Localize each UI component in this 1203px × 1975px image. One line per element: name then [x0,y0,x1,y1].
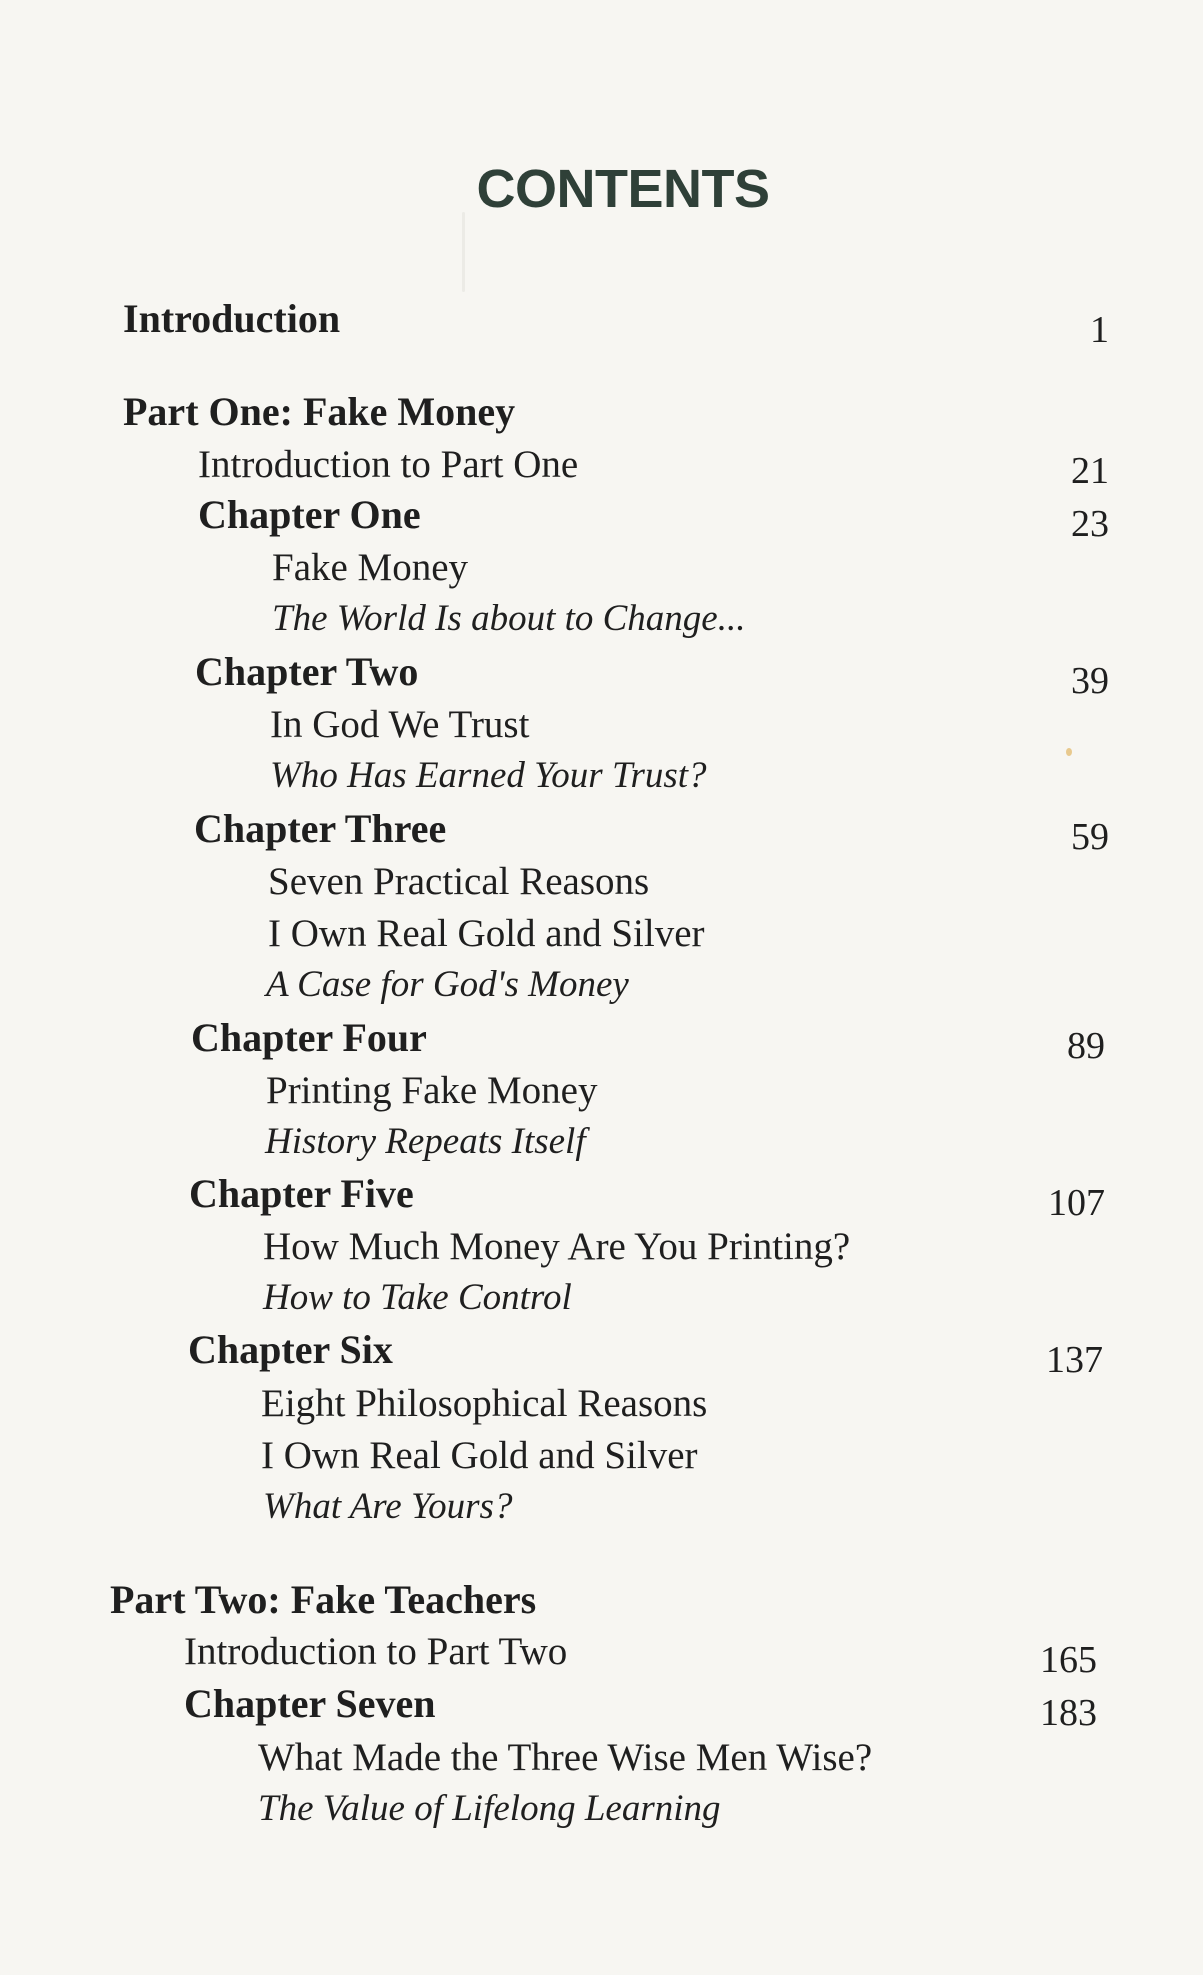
chapter-tagline: The World Is about to Change... [272,598,746,639]
chapter-heading: Chapter Five [189,1171,414,1216]
chapter-subtitle: Fake Money [272,546,469,589]
page-number: 183 [1040,1692,1097,1734]
page-title: CONTENTS [476,159,770,219]
toc-part-one-introduction: Introduction to Part One [198,443,579,486]
chapter-subtitle: I Own Real Gold and Silver [268,912,705,955]
paper-smudge [1066,748,1072,756]
chapter-tagline: A Case for God's Money [266,964,629,1005]
page-number: 89 [1067,1025,1105,1067]
chapter-subtitle: Seven Practical Reasons [268,860,650,903]
chapter-heading: Chapter Four [191,1015,427,1060]
page-number: 1 [1090,309,1109,351]
chapter-subtitle: I Own Real Gold and Silver [261,1434,698,1477]
chapter-tagline: What Are Yours? [263,1486,513,1527]
chapter-tagline: How to Take Control [263,1277,572,1318]
chapter-subtitle: Printing Fake Money [266,1069,598,1112]
chapter-subtitle: In God We Trust [270,703,530,746]
page-number: 23 [1071,503,1109,545]
chapter-tagline: The Value of Lifelong Learning [258,1788,721,1829]
chapter-heading: Chapter Three [194,806,447,851]
chapter-heading: Chapter Two [195,649,419,694]
part-two-heading: Part Two: Fake Teachers [110,1577,537,1622]
page-number: 137 [1046,1339,1103,1381]
chapter-heading: Chapter Six [188,1327,393,1372]
page-number: 39 [1071,660,1109,702]
toc-introduction: Introduction [123,296,341,341]
chapter-tagline: History Repeats Itself [265,1121,586,1162]
chapter-subtitle: What Made the Three Wise Men Wise? [258,1736,873,1779]
paper-smudge [462,212,465,292]
page-number: 59 [1071,816,1109,858]
part-one-heading: Part One: Fake Money [123,389,516,434]
chapter-heading: Chapter Seven [184,1681,436,1726]
chapter-subtitle: Eight Philosophical Reasons [261,1382,708,1425]
page-number: 165 [1040,1639,1097,1681]
chapter-heading: Chapter One [198,492,421,537]
chapter-subtitle: How Much Money Are You Printing? [263,1225,851,1268]
chapter-tagline: Who Has Earned Your Trust? [270,755,707,796]
page-number: 21 [1071,450,1109,492]
page-number: 107 [1048,1182,1105,1224]
toc-part-two-introduction: Introduction to Part Two [184,1630,568,1673]
